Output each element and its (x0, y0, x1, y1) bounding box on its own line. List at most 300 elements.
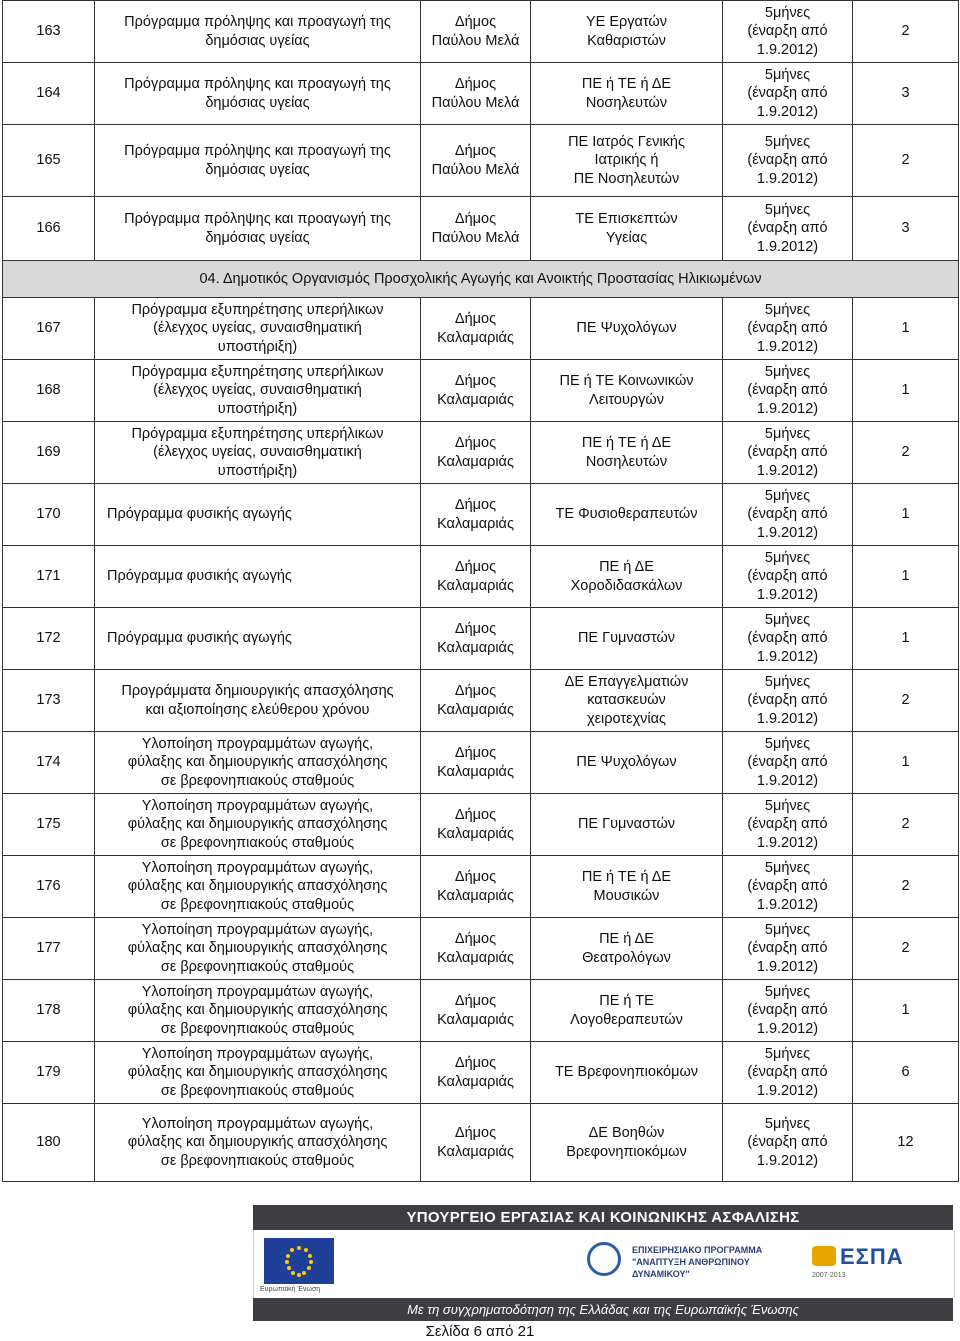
espa-mark-icon (812, 1246, 836, 1266)
section-title: 04. Δημοτικός Οργανισμός Προσχολικής Αγωγής και Ανοικτής Προστασίας Ηλικιωμένων (3, 261, 959, 298)
duration-cell-line: 5μήνες (764, 425, 811, 442)
page-number: Σελίδα 6 από 21 (425, 1323, 535, 1340)
duration-cell (723, 63, 853, 125)
program-cell-line: Πρόγραμμα εξυπηρέτησης υπερήλικων (131, 363, 384, 380)
specialty-cell (531, 918, 723, 980)
specialty-cell-line: ΥΕ Εργατών (585, 14, 668, 30)
specialty-cell (531, 1104, 723, 1182)
program-cell-line: και αξιοποίησης ελεύθερου χρόνου (145, 701, 370, 718)
program-cell-line: Πρόγραμμα φυσικής αγωγής (107, 630, 292, 647)
program-cell-line: (έλεγχος υγείας, συναισθηματική (153, 382, 362, 399)
program-cell-line: υποστήριξη) (217, 400, 298, 417)
specialty-cell-line: Καθαριστών (587, 32, 666, 49)
body-cell (421, 980, 531, 1042)
specialty-cell (531, 125, 723, 197)
duration-cell-line: (έναρξη από (747, 692, 828, 709)
row-number: 177 (3, 918, 95, 980)
table-row (3, 732, 959, 794)
body-cell-line: Δήμος (454, 621, 497, 637)
body-cell-line: Καλαμαριάς (437, 825, 514, 842)
body-cell (421, 125, 531, 197)
count-cell: 1 (853, 732, 959, 794)
program-cell-line: σε βρεφονηπιακούς σταθμούς (160, 772, 355, 789)
table-row (3, 63, 959, 125)
table-row (3, 197, 959, 261)
specialty-cell-line: Υγείας (605, 229, 648, 246)
body-cell-line: Καλαμαριάς (437, 887, 514, 904)
program-cell-line: φύλαξης και δημιουργικής απασχόλησης (127, 1002, 388, 1019)
specialty-cell-line: ΠΕ Ψυχολόγων (576, 320, 677, 337)
program-cell-line: υποστήριξη) (217, 462, 298, 479)
program-cell-line: σε βρεφονηπιακούς σταθμούς (160, 834, 355, 851)
duration-cell-line: 5μήνες (764, 301, 811, 318)
duration-cell-line: (έναρξη από (747, 1134, 828, 1151)
duration-cell-line: 5μήνες (764, 4, 811, 21)
body-cell (421, 1104, 531, 1182)
op-emblem-icon (587, 1242, 621, 1276)
duration-cell-line: (έναρξη από (747, 754, 828, 771)
specialty-cell (531, 298, 723, 360)
table-row (3, 298, 959, 360)
count-cell: 1 (853, 608, 959, 670)
duration-cell-line: 1.9.2012) (756, 1020, 819, 1037)
eu-flag-icon (264, 1238, 334, 1284)
duration-cell-line: 1.9.2012) (756, 1152, 819, 1169)
duration-cell-line: 5μήνες (764, 1115, 811, 1132)
body-cell (421, 197, 531, 261)
specialty-cell (531, 360, 723, 422)
program-cell-line: Υλοποίηση προγραμμάτων αγωγής, (141, 859, 374, 876)
program-cell-line: Πρόγραμμα φυσικής αγωγής (107, 568, 292, 585)
duration-cell (723, 670, 853, 732)
specialty-cell (531, 484, 723, 546)
program-cell-line: Πρόγραμμα εξυπηρέτησης υπερήλικων (131, 301, 384, 318)
program-cell-line: σε βρεφονηπιακούς σταθμούς (160, 1152, 355, 1169)
program-cell-line: Υλοποίηση προγραμμάτων αγωγής, (141, 1115, 374, 1132)
row-number: 176 (3, 856, 95, 918)
specialty-cell-line: ΠΕ Ψυχολόγων (576, 754, 677, 771)
specialty-cell-line: ΠΕ ή ΤΕ (599, 993, 654, 1009)
duration-cell-line: 1.9.2012) (756, 834, 819, 851)
body-cell-line: Καλαμαριάς (437, 639, 514, 656)
duration-cell-line: (έναρξη από (747, 220, 828, 237)
espa-period: 2007-2013 (812, 1272, 846, 1279)
duration-cell (723, 298, 853, 360)
specialty-cell (531, 608, 723, 670)
body-cell-line: Δήμος (454, 497, 497, 513)
duration-cell-line: 1.9.2012) (756, 338, 819, 355)
body-cell (421, 360, 531, 422)
specialty-cell-line: ΠΕ ή ΔΕ (599, 931, 654, 947)
body-cell-line: Δήμος (454, 931, 497, 947)
duration-cell-line: (έναρξη από (747, 878, 828, 895)
program-cell (95, 608, 421, 670)
espa-logo (812, 1240, 942, 1284)
row-number: 172 (3, 608, 95, 670)
row-number: 166 (3, 197, 95, 261)
count-cell: 2 (853, 670, 959, 732)
specialty-cell (531, 422, 723, 484)
program-cell-line: φύλαξης και δημιουργικής απασχόλησης (127, 1134, 388, 1151)
program-cell (95, 360, 421, 422)
duration-cell (723, 732, 853, 794)
duration-cell-line: 5μήνες (764, 549, 811, 566)
table-row (3, 1104, 959, 1182)
row-number: 169 (3, 422, 95, 484)
row-number: 180 (3, 1104, 95, 1182)
row-number: 164 (3, 63, 95, 125)
specialty-cell (531, 1042, 723, 1104)
body-cell-line: Παύλου Μελά (431, 161, 520, 178)
duration-cell-line: (έναρξη από (747, 568, 828, 585)
body-cell (421, 670, 531, 732)
program-cell-line: φύλαξης και δημιουργικής απασχόλησης (127, 754, 388, 771)
body-cell-line: Καλαμαριάς (437, 329, 514, 346)
duration-cell-line: 1.9.2012) (756, 41, 819, 58)
specialty-cell-line: Λογοθεραπευτών (570, 1011, 683, 1028)
count-cell: 1 (853, 360, 959, 422)
count-cell: 3 (853, 197, 959, 261)
specialty-cell (531, 794, 723, 856)
funding-banner (253, 1205, 953, 1321)
program-cell (95, 422, 421, 484)
program-cell-line: Πρόγραμμα πρόληψης και προαγωγή της (124, 14, 391, 30)
specialty-cell-line: Θεατρολόγων (582, 949, 671, 966)
body-cell-line: Δήμος (454, 1125, 497, 1141)
body-cell-line: Δήμος (454, 745, 497, 761)
program-cell-line: Υλοποίηση προγραμμάτων αγωγής, (141, 921, 374, 938)
count-cell: 1 (853, 546, 959, 608)
specialty-cell-line: ΠΕ ή ΤΕ ή ΔΕ (581, 435, 672, 451)
specialty-cell (531, 670, 723, 732)
body-cell (421, 422, 531, 484)
body-cell-line: Δήμος (454, 559, 497, 575)
program-cell (95, 546, 421, 608)
program-cell-line: φύλαξης και δημιουργικής απασχόλησης (127, 1064, 388, 1081)
program-cell-line: (έλεγχος υγείας, συναισθηματική (153, 444, 362, 461)
positions-table (2, 0, 959, 1182)
specialty-cell-line: Χοροδιδασκάλων (570, 577, 683, 594)
row-number: 173 (3, 670, 95, 732)
duration-cell-line: (έναρξη από (747, 1064, 828, 1081)
count-cell: 2 (853, 794, 959, 856)
body-cell-line: Καλαμαριάς (437, 577, 514, 594)
specialty-cell-line: ΠΕ ή ΤΕ Κοινωνικών (559, 373, 694, 389)
body-cell-line: Δήμος (454, 143, 497, 159)
duration-cell-line: (έναρξη από (747, 630, 828, 647)
specialty-cell-line: ΠΕ Ιατρός Γενικής (568, 133, 685, 150)
specialty-cell-line: ΤΕ Επισκεπτών (575, 211, 678, 227)
duration-cell (723, 794, 853, 856)
program-cell-line: δημόσιας υγείας (205, 229, 310, 246)
duration-cell-line: 5μήνες (764, 735, 811, 752)
program-cell (95, 918, 421, 980)
duration-cell (723, 422, 853, 484)
duration-cell-line: 5μήνες (764, 133, 811, 150)
row-number: 167 (3, 298, 95, 360)
body-cell-line: Δήμος (454, 869, 497, 885)
duration-cell-line: 1.9.2012) (756, 170, 819, 187)
duration-cell-line: 5μήνες (764, 363, 811, 380)
count-cell: 2 (853, 856, 959, 918)
duration-cell (723, 484, 853, 546)
program-cell-line: φύλαξης και δημιουργικής απασχόλησης (127, 940, 388, 957)
duration-cell-line: (έναρξη από (747, 85, 828, 102)
table-row (3, 608, 959, 670)
program-cell-line: δημόσιας υγείας (205, 94, 310, 111)
body-cell-line: Καλαμαριάς (437, 391, 514, 408)
specialty-cell-line: κατασκευών (587, 692, 666, 709)
cofinance-note: Με τη συγχρηματοδότηση της Ελλάδας και της Ευρωπαϊκής Ένωσης (253, 1298, 953, 1321)
duration-cell (723, 608, 853, 670)
program-cell-line: σε βρεφονηπιακούς σταθμούς (160, 958, 355, 975)
specialty-cell (531, 63, 723, 125)
eu-caption: Ευρωπαϊκή Ένωση (260, 1286, 321, 1293)
program-cell-line: φύλαξης και δημιουργικής απασχόλησης (127, 816, 388, 833)
count-cell: 12 (853, 1104, 959, 1182)
row-number: 178 (3, 980, 95, 1042)
specialty-cell-line: ΠΕ Γυμναστών (577, 816, 676, 833)
specialty-cell-line: χειροτεχνίας (586, 710, 667, 727)
row-number: 179 (3, 1042, 95, 1104)
body-cell-line: Δήμος (454, 373, 497, 389)
duration-cell-line: 1.9.2012) (756, 958, 819, 975)
count-cell: 6 (853, 1042, 959, 1104)
duration-cell-line: 1.9.2012) (756, 772, 819, 789)
count-cell: 2 (853, 422, 959, 484)
duration-cell-line: 1.9.2012) (756, 710, 819, 727)
row-number: 168 (3, 360, 95, 422)
body-cell (421, 732, 531, 794)
specialty-cell-line: Βρεφονηπιοκόμων (566, 1143, 687, 1160)
duration-cell (723, 918, 853, 980)
specialty-cell-line: Ιατρικής ή (594, 152, 659, 169)
program-cell-line: Πρόγραμμα εξυπηρέτησης υπερήλικων (131, 425, 384, 442)
count-cell: 2 (853, 918, 959, 980)
specialty-cell-line: ΤΕ Βρεφονηπιοκόμων (554, 1064, 699, 1081)
specialty-cell-line: ΠΕ ή ΔΕ (599, 559, 654, 575)
duration-cell-line: (έναρξη από (747, 1002, 828, 1019)
body-cell-line: Δήμος (454, 311, 497, 327)
duration-cell-line: 1.9.2012) (756, 238, 819, 255)
program-cell (95, 670, 421, 732)
body-cell (421, 608, 531, 670)
program-cell-line: Υλοποίηση προγραμμάτων αγωγής, (141, 983, 374, 1000)
duration-cell-line: (έναρξη από (747, 23, 828, 40)
body-cell-line: Δήμος (454, 807, 497, 823)
duration-cell-line: 5μήνες (764, 859, 811, 876)
body-cell-line: Καλαμαριάς (437, 515, 514, 532)
specialty-cell-line: ΔΕ Βοηθών (588, 1125, 665, 1141)
body-cell (421, 1, 531, 63)
duration-cell-line: 1.9.2012) (756, 524, 819, 541)
program-cell-line: φύλαξης και δημιουργικής απασχόλησης (127, 878, 388, 895)
specialty-cell (531, 856, 723, 918)
count-cell: 1 (853, 298, 959, 360)
specialty-cell-line: ΤΕ Φυσιοθεραπευτών (555, 506, 698, 523)
table-row (3, 980, 959, 1042)
duration-cell-line: (έναρξη από (747, 152, 828, 169)
specialty-cell-line: Νοσηλευτών (585, 453, 668, 470)
count-cell: 1 (853, 980, 959, 1042)
body-cell-line: Καλαμαριάς (437, 763, 514, 780)
program-cell (95, 856, 421, 918)
row-number: 170 (3, 484, 95, 546)
program-cell-line: Πρόγραμμα φυσικής αγωγής (107, 506, 292, 523)
duration-cell-line: 1.9.2012) (756, 586, 819, 603)
body-cell-line: Καλαμαριάς (437, 1073, 514, 1090)
program-cell (95, 980, 421, 1042)
specialty-cell-line: ΠΕ Γυμναστών (577, 630, 676, 647)
table-row (3, 546, 959, 608)
body-cell (421, 546, 531, 608)
program-cell-line: Υλοποίηση προγραμμάτων αγωγής, (141, 1045, 374, 1062)
logos-strip (253, 1230, 955, 1298)
program-cell-line: Πρόγραμμα πρόληψης και προαγωγή της (124, 76, 391, 92)
program-cell-line: (έλεγχος υγείας, συναισθηματική (153, 320, 362, 337)
table-row (3, 125, 959, 197)
duration-cell-line: 5μήνες (764, 983, 811, 1000)
duration-cell (723, 1104, 853, 1182)
body-cell-line: Παύλου Μελά (431, 32, 520, 49)
body-cell (421, 298, 531, 360)
program-cell-line: Υλοποίηση προγραμμάτων αγωγής, (141, 797, 374, 814)
duration-cell-line: 5μήνες (764, 201, 811, 218)
count-cell: 2 (853, 1, 959, 63)
program-cell (95, 1042, 421, 1104)
body-cell-line: Δήμος (454, 1055, 497, 1071)
duration-cell-line: 1.9.2012) (756, 896, 819, 913)
specialty-cell (531, 197, 723, 261)
duration-cell-line: (έναρξη από (747, 320, 828, 337)
body-cell-line: Παύλου Μελά (431, 229, 520, 246)
body-cell (421, 1042, 531, 1104)
body-cell-line: Δήμος (454, 76, 497, 92)
program-cell (95, 1104, 421, 1182)
table-row (3, 484, 959, 546)
count-cell: 1 (853, 484, 959, 546)
program-cell-line: υποστήριξη) (217, 338, 298, 355)
body-cell-line: Καλαμαριάς (437, 949, 514, 966)
duration-cell (723, 856, 853, 918)
row-number: 175 (3, 794, 95, 856)
body-cell-line: Καλαμαριάς (437, 701, 514, 718)
program-cell (95, 197, 421, 261)
duration-cell (723, 546, 853, 608)
row-number: 165 (3, 125, 95, 197)
duration-cell-line: (έναρξη από (747, 506, 828, 523)
specialty-cell (531, 1, 723, 63)
specialty-cell-line: ΠΕ ή ΤΕ ή ΔΕ (581, 869, 672, 885)
specialty-cell-line: Μουσικών (593, 887, 660, 904)
program-cell-line: δημόσιας υγείας (205, 32, 310, 49)
specialty-cell (531, 732, 723, 794)
duration-cell-line: 5μήνες (764, 921, 811, 938)
program-cell (95, 484, 421, 546)
body-cell (421, 63, 531, 125)
duration-cell (723, 360, 853, 422)
body-cell-line: Δήμος (454, 435, 497, 451)
table-row (3, 360, 959, 422)
duration-cell (723, 125, 853, 197)
program-cell-line: σε βρεφονηπιακούς σταθμούς (160, 896, 355, 913)
body-cell-line: Δήμος (454, 14, 497, 30)
body-cell-line: Δήμος (454, 211, 497, 227)
program-cell-line: σε βρεφονηπιακούς σταθμούς (160, 1020, 355, 1037)
op-line-1: ΕΠΙΧΕΙΡΗΣΙΑΚΟ ΠΡΟΓΡΑΜΜΑ (632, 1245, 763, 1255)
count-cell: 2 (853, 125, 959, 197)
body-cell-line: Παύλου Μελά (431, 94, 520, 111)
duration-cell-line: (έναρξη από (747, 444, 828, 461)
body-cell (421, 794, 531, 856)
duration-cell (723, 1, 853, 63)
program-cell (95, 63, 421, 125)
table-row (3, 794, 959, 856)
program-cell (95, 298, 421, 360)
specialty-cell-line: ΔΕ Επαγγελματιών (564, 673, 689, 690)
specialty-cell (531, 546, 723, 608)
specialty-cell-line: ΠΕ ή ΤΕ ή ΔΕ (581, 76, 672, 92)
table-row (3, 856, 959, 918)
duration-cell-line: 1.9.2012) (756, 400, 819, 417)
ministry-title: ΥΠΟΥΡΓΕΙΟ ΕΡΓΑΣΙΑΣ ΚΑΙ ΚΟΙΝΩΝΙΚΗΣ ΑΣΦΑΛΙΣΗΣ (253, 1205, 953, 1230)
duration-cell-line: 5μήνες (764, 611, 811, 628)
specialty-cell-line: Λειτουργών (589, 391, 664, 408)
duration-cell-line: 1.9.2012) (756, 462, 819, 479)
body-cell-line: Δήμος (454, 683, 497, 699)
duration-cell (723, 980, 853, 1042)
duration-cell-line: 5μήνες (764, 673, 811, 690)
program-cell-line: δημόσιας υγείας (205, 161, 310, 178)
specialty-cell-line: Νοσηλευτών (585, 94, 668, 111)
duration-cell-line: 5μήνες (764, 487, 811, 504)
program-cell-line: Υλοποίηση προγραμμάτων αγωγής, (141, 735, 374, 752)
duration-cell-line: 5μήνες (764, 66, 811, 83)
duration-cell-line: (έναρξη από (747, 382, 828, 399)
row-number: 163 (3, 1, 95, 63)
specialty-cell (531, 980, 723, 1042)
table-row (3, 670, 959, 732)
row-number: 174 (3, 732, 95, 794)
duration-cell (723, 1042, 853, 1104)
program-cell-line: Προγράμματα δημιουργικής απασχόλησης (121, 683, 394, 699)
count-cell: 3 (853, 63, 959, 125)
program-cell (95, 732, 421, 794)
program-cell-line: σε βρεφονηπιακούς σταθμούς (160, 1082, 355, 1099)
duration-cell (723, 197, 853, 261)
row-number: 171 (3, 546, 95, 608)
program-cell (95, 1, 421, 63)
espa-word: ΕΣΠΑ (840, 1244, 904, 1269)
body-cell-line: Δήμος (454, 993, 497, 1009)
duration-cell-line: 5μήνες (764, 797, 811, 814)
specialty-cell-line: ΠΕ Νοσηλευτών (573, 170, 680, 187)
section-header-row (3, 261, 959, 298)
body-cell-line: Καλαμαριάς (437, 1143, 514, 1160)
op-line-2: "ΑΝΑΠΤΥΞΗ ΑΝΘΡΩΠΙΝΟΥ ΔΥΝΑΜΙΚΟΥ" (632, 1257, 750, 1279)
program-cell (95, 125, 421, 197)
program-cell-line: Πρόγραμμα πρόληψης και προαγωγή της (124, 143, 391, 159)
table-row (3, 1042, 959, 1104)
duration-cell-line: 1.9.2012) (756, 648, 819, 665)
table-row (3, 1, 959, 63)
program-cell (95, 794, 421, 856)
body-cell (421, 918, 531, 980)
body-cell (421, 484, 531, 546)
duration-cell-line: 1.9.2012) (756, 1082, 819, 1099)
program-cell-line: Πρόγραμμα πρόληψης και προαγωγή της (124, 211, 391, 227)
duration-cell-line: 1.9.2012) (756, 103, 819, 120)
